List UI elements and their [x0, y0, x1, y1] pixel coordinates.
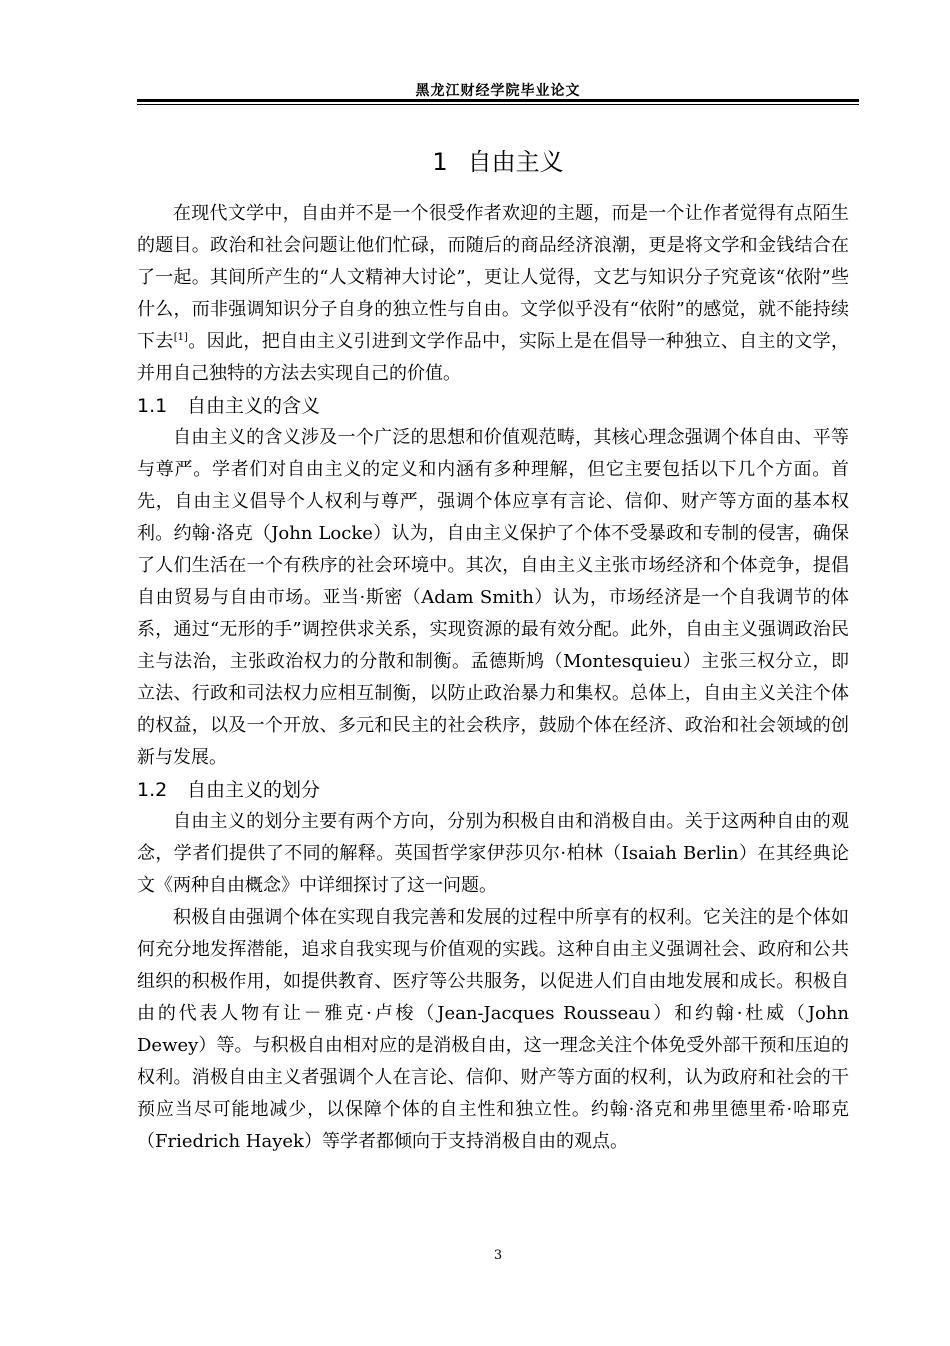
intro-text: 在现代文学中，自由并不是一个很受作者欢迎的主题，而是一个让作者觉得有点陌生的题目。政治和社会问题让他们忙碌，而随后的商品经济浪潮，更是将文学和金钱结合在了一起。其间所产生的“人文精神大讨论”，更让人觉得，文艺与知识分子究竟该“依附”些什么，而非强调知识分子自身的独立性与自由。文学似乎没有“依附”的感觉，就不能持续下去 — [137, 203, 849, 352]
chapter-heading — [137, 142, 859, 177]
section-heading-1-1 — [137, 390, 849, 422]
header-rule-thin — [137, 104, 859, 105]
body-content — [137, 198, 849, 1158]
intro-paragraph — [137, 198, 849, 390]
section-title: 自由主义的划分 — [187, 779, 321, 801]
intro-text-continued: 。因此，把自由主义引进到文学作品中，实际上是在倡导一种独立、自主的文学，并用自己独特的方法去实现自己的价值。 — [137, 331, 850, 384]
section-1-2-paragraph-2: 积极自由强调个体在实现自我完善和发展的过程中所享有的权利。它关注的是个体如何充分地发挥潜能，追求自我实现与价值观的实践。这种自由主义强调社会、政府和公共组织的积极作用，如提供教育、医疗等公共服务，以促进人们自由地发展和成长。积极自由的代表人物有让－雅克·卢梭（Jean-Jacques Rousseau）和约翰·杜威（John Dewey）等。与积极自由相对应的是消极自由，这一理念关注个体免受外部干预和压迫的权利。消极自由主义者强调个人在言论、信仰、财产等方面的权利，认为政府和社会的干预应当尽可能地减少，以保障个体的自主性和独立性。约翰·洛克和弗里德里希·哈耶克（Friedrich Hayek）等学者都倾向于支持消极自由的观点。 — [137, 907, 849, 1152]
section-title: 自由主义的含义 — [187, 395, 321, 417]
citation-marker: [1] — [173, 332, 188, 343]
section-number: 1.2 — [137, 779, 168, 801]
section-1-2-paragraph-1: 自由主义的划分主要有两个方向，分别为积极自由和消极自由。关于这两种自由的观念，学者们提供了不同的解释。英国哲学家伊莎贝尔·柏林（Isaiah Berlin）在其经典论文《两种自由概念》中详细探讨了这一问题。 — [137, 811, 849, 896]
section-1-1-paragraph: 自由主义的含义涉及一个广泛的思想和价值观范畴，其核心理念强调个体自由、平等与尊严。学者们对自由主义的定义和内涵有多种理解，但它主要包括以下几个方面。首先，自由主义倡导个人权利与尊严，强调个体应享有言论、信仰、财产等方面的基本权利。约翰·洛克（John Locke）认为，自由主义保护了个体不受暴政和专制的侵害，确保了人们生活在一个有秩序的社会环境中。其次，自由主义主张市场经济和个体竞争，提倡自由贸易与自由市场。亚当·斯密（Adam Smith）认为，市场经济是一个自我调节的体系，通过“无形的手”调控供求关系，实现资源的最有效分配。此外，自由主义强调政治民主与法治，主张政治权力的分散和制衡。孟德斯鸠（Montesquieu）主张三权分立，即立法、行政和司法权力应相互制衡，以防止政治暴力和集权。总体上，自由主义关注个体的权益，以及一个开放、多元和民主的社会秩序，鼓励个体在经济、政治和社会领域的创新与发展。 — [137, 427, 849, 768]
chapter-title: 自由主义 — [467, 148, 564, 176]
section-number: 1.1 — [137, 395, 168, 417]
chapter-number: 1 — [432, 148, 448, 176]
section-heading-1-2 — [137, 774, 849, 806]
page-number: 3 — [493, 1248, 503, 1263]
running-header: 黑龙江财经学院毕业论文 — [415, 83, 581, 99]
header-rule-thick — [137, 99, 859, 102]
